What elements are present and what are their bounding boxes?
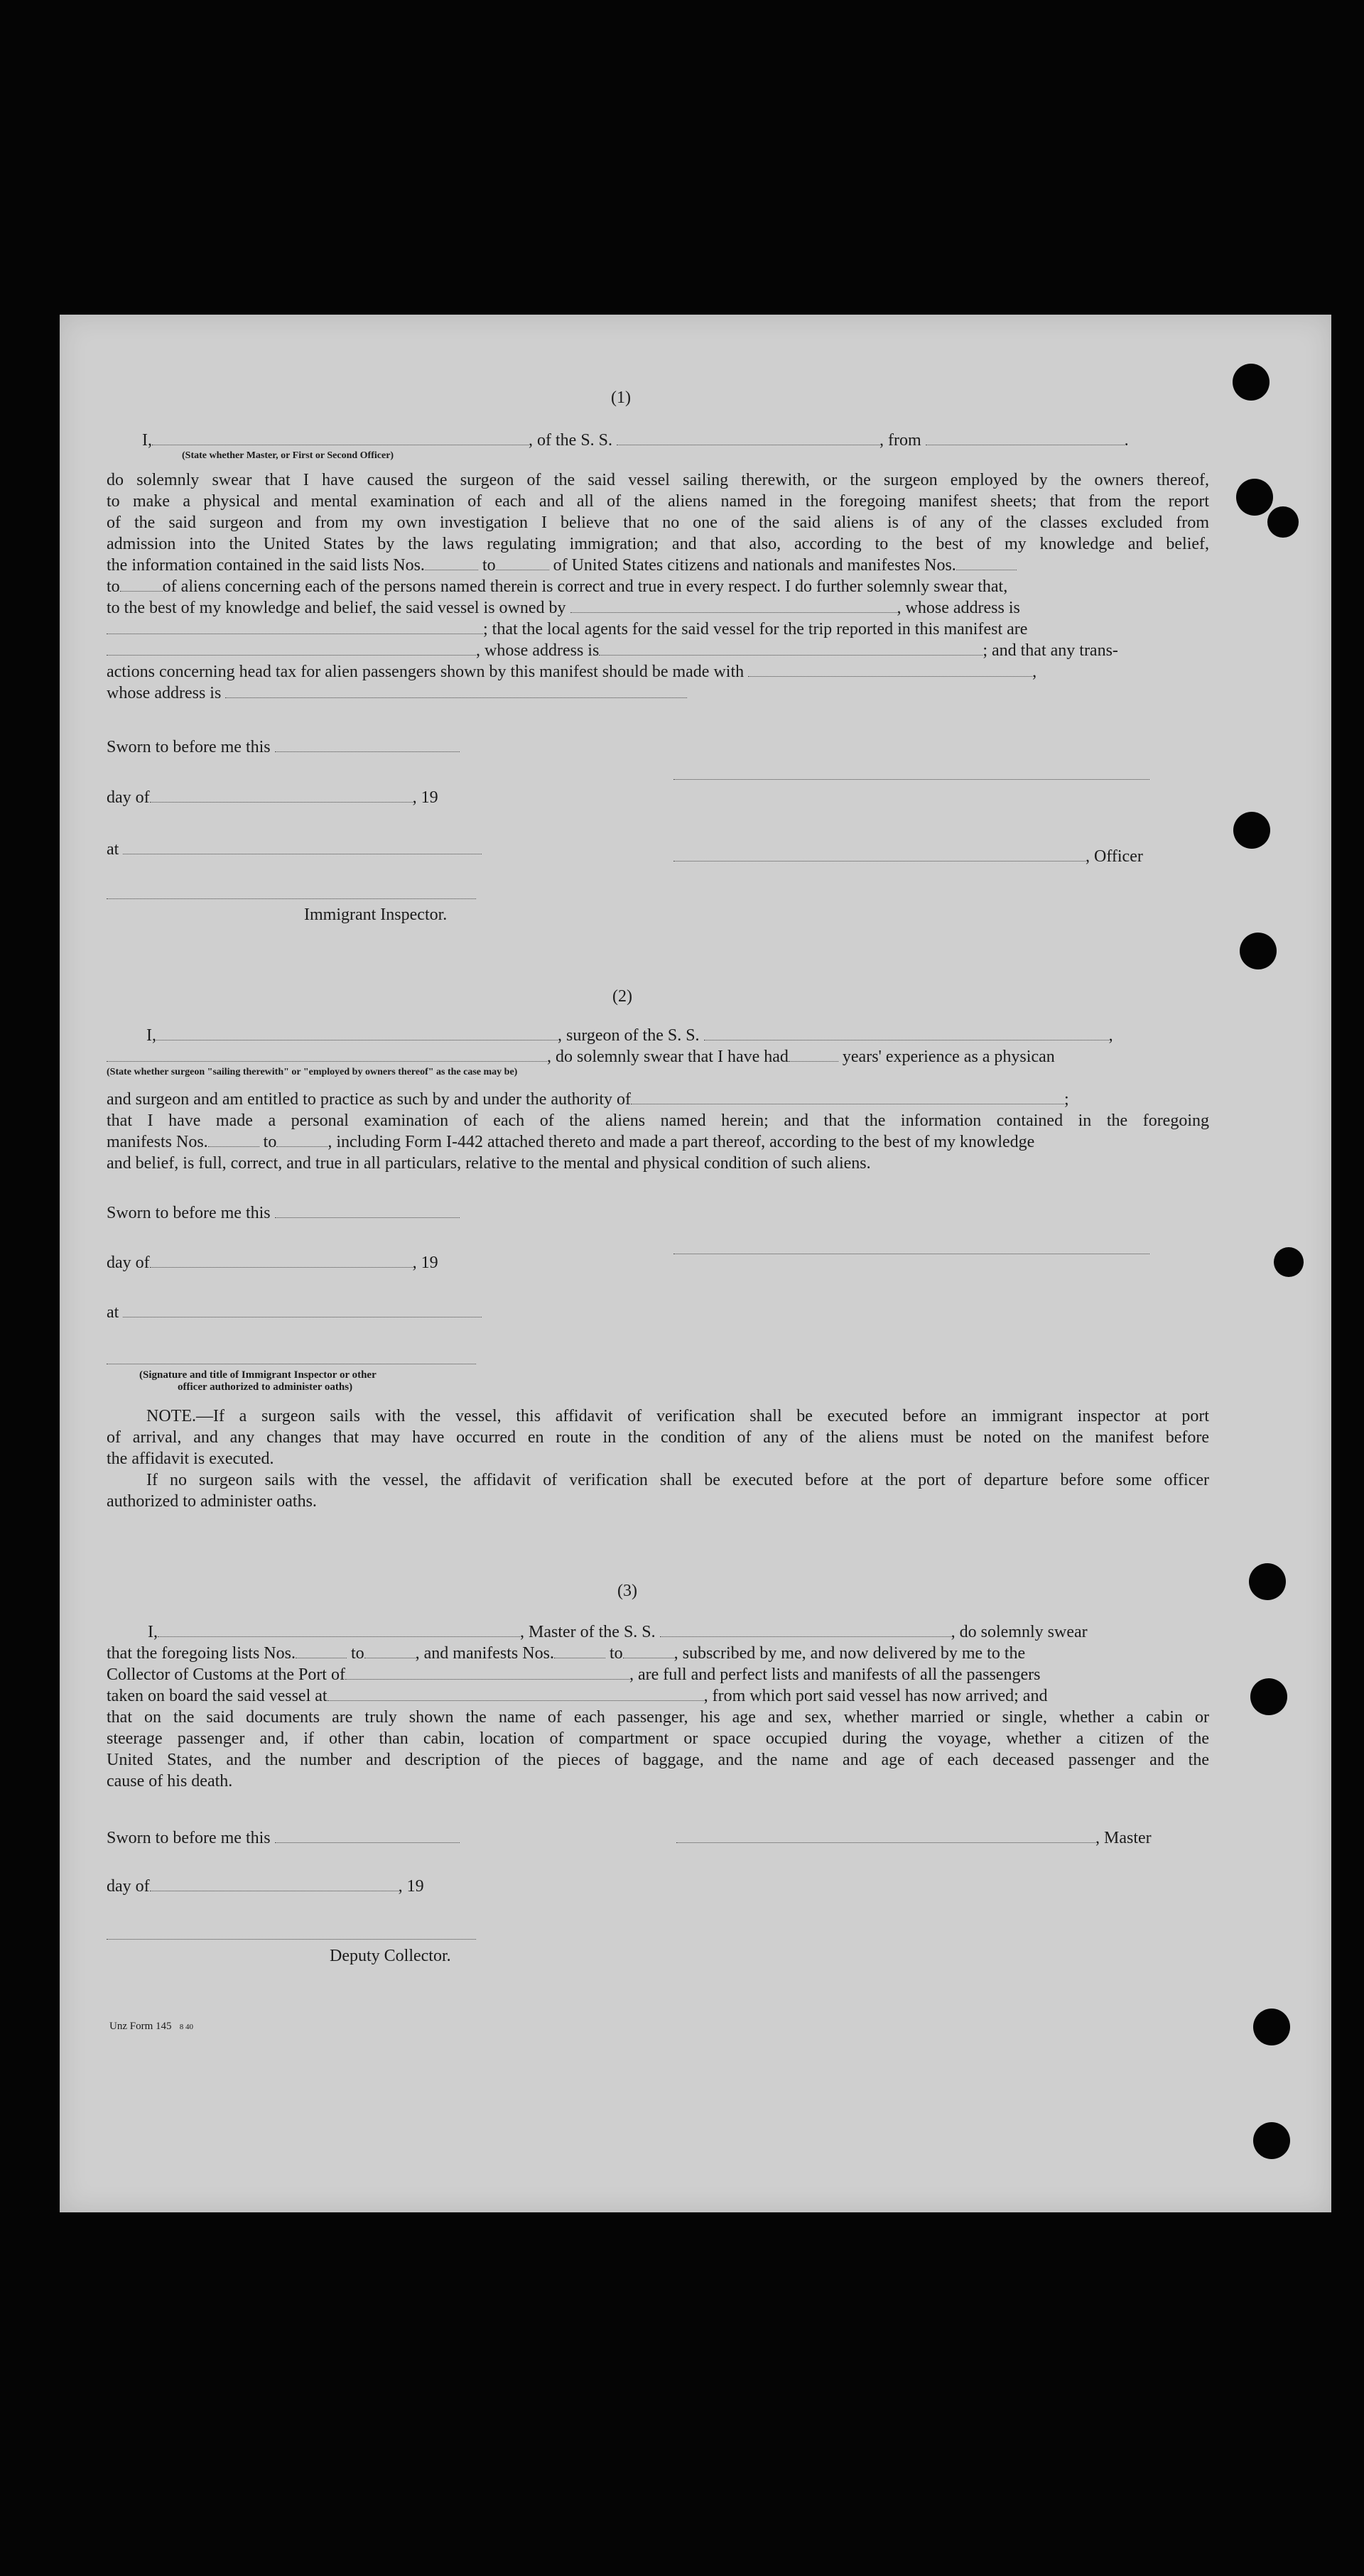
affidavit-line: of the said surgeon and from my own investigation I believe that no one of the said aliens is of any of the classes excluded from — [107, 513, 1209, 532]
field-note: (State whether surgeon "sailing therewith" or "employed by owners thereof" as the case may be) — [107, 1067, 518, 1077]
signature-caption: (Signature and title of Immigrant Inspector or other — [139, 1369, 377, 1381]
section-number: (1) — [611, 388, 631, 407]
affidavit-line: cause of his death. — [107, 1772, 233, 1790]
punch-hole — [1236, 479, 1273, 516]
affidavit-line: , do solemnly swear that I have had years' experience as a physican — [107, 1046, 1055, 1067]
master-line: , Master — [676, 1827, 1152, 1849]
inspector-title: Immigrant Inspector. — [304, 906, 448, 924]
note-line: NOTE.—If a surgeon sails with the vessel, this affidavit of verification shall be executed before an immigrant inspector at port — [146, 1407, 1209, 1425]
punch-hole — [1233, 364, 1270, 401]
punch-hole — [1267, 506, 1299, 538]
affidavit-line: do solemnly swear that I have caused the surgeon of the said vessel sailing therewith, or the surgeon employed by the owners thereof, — [107, 471, 1209, 489]
sworn-line: Sworn to before me this — [107, 1202, 460, 1224]
punch-hole — [1250, 1678, 1287, 1715]
at-line: at — [107, 839, 482, 860]
punch-hole — [1233, 812, 1270, 849]
signature-line — [673, 778, 1149, 780]
affidavit-line: actions concerning head tax for alien passengers shown by this manifest should be made with , — [107, 663, 1037, 681]
affidavit-line: that on the said documents are truly shown the name of each passenger, his age and sex, whether married or single, whether a cabin or — [107, 1708, 1209, 1727]
affidavit-line: the information contained in the said lists Nos. to of United States citizens and nationals and manifestes Nos. — [107, 555, 1017, 576]
affidavit-line: Collector of Customs at the Port of , are full and perfect lists and manifests of all the passengers — [107, 1665, 1041, 1684]
affidavit-line: I, , surgeon of the S. S. , — [146, 1026, 1113, 1045]
affidavit-line: I, , Master of the S. S. , do solemnly swear — [148, 1623, 1088, 1641]
signature-line — [673, 1252, 1149, 1254]
punch-hole — [1240, 933, 1277, 969]
punch-hole — [1274, 1247, 1304, 1277]
punch-hole — [1253, 2122, 1290, 2159]
affidavit-line: , whose address is ; and that any trans- — [107, 640, 1118, 661]
punch-hole — [1253, 2009, 1290, 2045]
signature-line — [107, 1938, 476, 1940]
signature-line — [107, 1362, 476, 1364]
field-note: (State whether Master, or First or Second Officer) — [182, 450, 394, 461]
section-number: (3) — [617, 1582, 637, 1600]
affidavit-line: manifests Nos. to , including Form I-442 attached thereto and made a part thereof, according to the best of my knowledge — [107, 1133, 1035, 1151]
affidavit-line: that the foregoing lists Nos. to , and manifests Nos. to , subscribed by me, and now delivered by me to the — [107, 1644, 1026, 1663]
form-sheet — [60, 315, 1331, 2212]
sworn-line: Sworn to before me this — [107, 737, 460, 758]
affidavit-line: to make a physical and mental examination of each and all of the aliens named in the foregoing manifest sheets; that from the report — [107, 492, 1209, 511]
form-number: Unz Form 145 8 40 — [109, 2021, 193, 2032]
affidavit-line: and belief, is full, correct, and true in all particulars, relative to the mental and physical condition of such aliens. — [107, 1154, 871, 1173]
at-line: at — [107, 1302, 482, 1323]
affidavit-line: taken on board the said vessel at , from which port said vessel has now arrived; and — [107, 1687, 1048, 1705]
section-number: (2) — [612, 987, 632, 1006]
signature-caption: officer authorized to administer oaths) — [178, 1381, 353, 1393]
note-line: authorized to administer oaths. — [107, 1492, 317, 1511]
punch-hole — [1249, 1563, 1286, 1600]
affidavit-line: admission into the United States by the laws regulating immigration; and that also, according to the best of my knowledge and belief, — [107, 535, 1209, 553]
affidavit-line: whose address is — [107, 683, 687, 704]
affidavit-line: ; that the local agents for the said vessel for the trip reported in this manifest are — [107, 619, 1027, 640]
affidavit-line: and surgeon and am entitled to practice as such by and under the authority of ; — [107, 1090, 1069, 1109]
officer-line: , Officer — [673, 846, 1143, 867]
affidavit-line: I, , of the S. S. , from . — [142, 431, 1129, 450]
day-line: day of , 19 — [107, 1254, 438, 1272]
sworn-line: Sworn to before me this — [107, 1827, 460, 1849]
signature-line — [107, 897, 476, 899]
day-line: day of , 19 — [107, 1877, 424, 1896]
deputy-title: Deputy Collector. — [330, 1947, 451, 1965]
affidavit-line: to of aliens concerning each of the persons named therein is correct and true in every respect. I do further solemnly swear that, — [107, 577, 1008, 596]
affidavit-line: United States, and the number and description of the pieces of baggage, and the name and age of each deceased passenger and the — [107, 1751, 1209, 1769]
note-line: of arrival, and any changes that may have occurred en route in the condition of any of the aliens must be noted on the manifest before — [107, 1428, 1209, 1447]
note-line: If no surgeon sails with the vessel, the affidavit of verification shall be executed before at the port of departure before some officer — [146, 1471, 1209, 1489]
day-line: day of , 19 — [107, 788, 438, 807]
note-line: the affidavit is executed. — [107, 1450, 274, 1468]
affidavit-line: that I have made a personal examination of each of the aliens named herein; and that the information contained in the foregoing — [107, 1112, 1209, 1130]
affidavit-line: to the best of my knowledge and belief, the said vessel is owned by , whose address is — [107, 599, 1020, 617]
affidavit-line: steerage passenger and, if other than cabin, location of compartment or space occupied during the voyage, whether a citizen of the — [107, 1729, 1209, 1748]
